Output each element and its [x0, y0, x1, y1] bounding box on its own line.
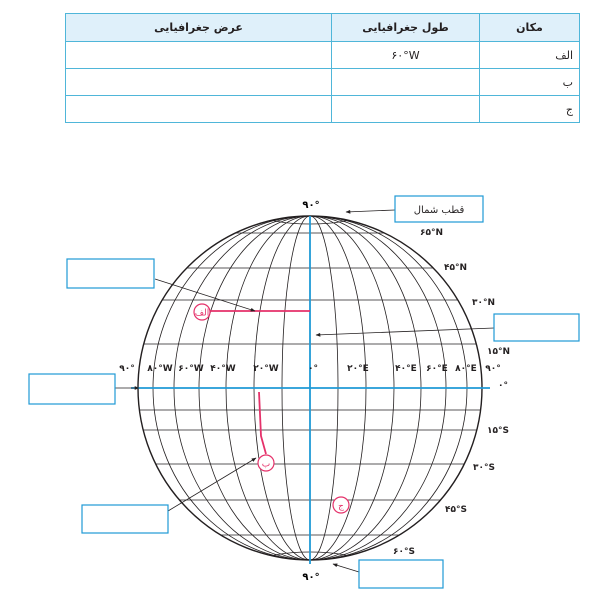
north-pole-label: قطب شمال — [413, 205, 465, 216]
pointer-arrow — [316, 328, 494, 335]
cell-place: ب — [480, 69, 580, 96]
point-b-marker — [258, 455, 274, 471]
latitude-label: ۰° — [498, 381, 508, 391]
longitude-label: ۲۰°E — [347, 364, 369, 374]
longitude-label: ۶۰°W — [178, 364, 204, 374]
pointer-arrow — [168, 458, 256, 511]
answer-box-5[interactable] — [359, 560, 443, 588]
latitude-label: ۶۰°S — [393, 547, 415, 557]
answer-box-2[interactable] — [29, 374, 115, 404]
pointer-arrow — [333, 564, 359, 572]
latitude-label: ۴۵°N — [444, 263, 468, 273]
latitude-label: ۳۰°S — [473, 463, 495, 473]
answer-box-1[interactable] — [67, 259, 154, 288]
equator-right-label: ۹۰° — [485, 364, 501, 374]
latitude-label: ۴۵°S — [445, 505, 467, 515]
longitude-label: ۲۰°W — [253, 364, 279, 374]
cell-place: ج — [480, 96, 580, 123]
point-c-marker — [333, 497, 349, 513]
point-a-marker — [194, 304, 210, 320]
top-pole-label: ۹۰° — [302, 200, 320, 211]
longitude-label: ۰° — [308, 364, 318, 374]
point-c-label: ج — [338, 501, 344, 512]
equator-left-label: ۹۰° — [119, 364, 135, 374]
latitude-label: ۱۵°N — [487, 347, 511, 357]
point-a-label: الف — [194, 308, 210, 319]
longitude-label: ۸۰°W — [147, 364, 173, 374]
header-longitude: طول جغرافیایی — [332, 14, 480, 42]
point-b-line — [259, 392, 266, 454]
answer-box-4[interactable] — [82, 505, 168, 533]
cell-place: الف — [480, 42, 580, 69]
pointer-arrow — [346, 210, 395, 212]
longitude-labels — [119, 364, 501, 374]
longitude-label: ۸۰°E — [455, 364, 477, 374]
longitude-label: ۴۰°E — [395, 364, 417, 374]
longitude-label: ۶۰°E — [426, 364, 448, 374]
bottom-pole-label: ۹۰° — [302, 572, 320, 583]
latitude-label: ۱۵°S — [487, 426, 509, 436]
header-latitude: عرض جغرافیایی — [66, 14, 332, 42]
longitude-label: ۴۰°W — [210, 364, 236, 374]
latitude-label: ۶۵°N — [420, 228, 444, 238]
point-b-label: ب — [261, 459, 271, 470]
latitude-labels — [393, 228, 510, 557]
latitude-label: ۳۰°N — [472, 298, 496, 308]
answer-box-3[interactable] — [494, 314, 579, 341]
cell-longitude[interactable]: ۶۰°W — [332, 42, 480, 69]
header-place: مکان — [480, 14, 580, 42]
